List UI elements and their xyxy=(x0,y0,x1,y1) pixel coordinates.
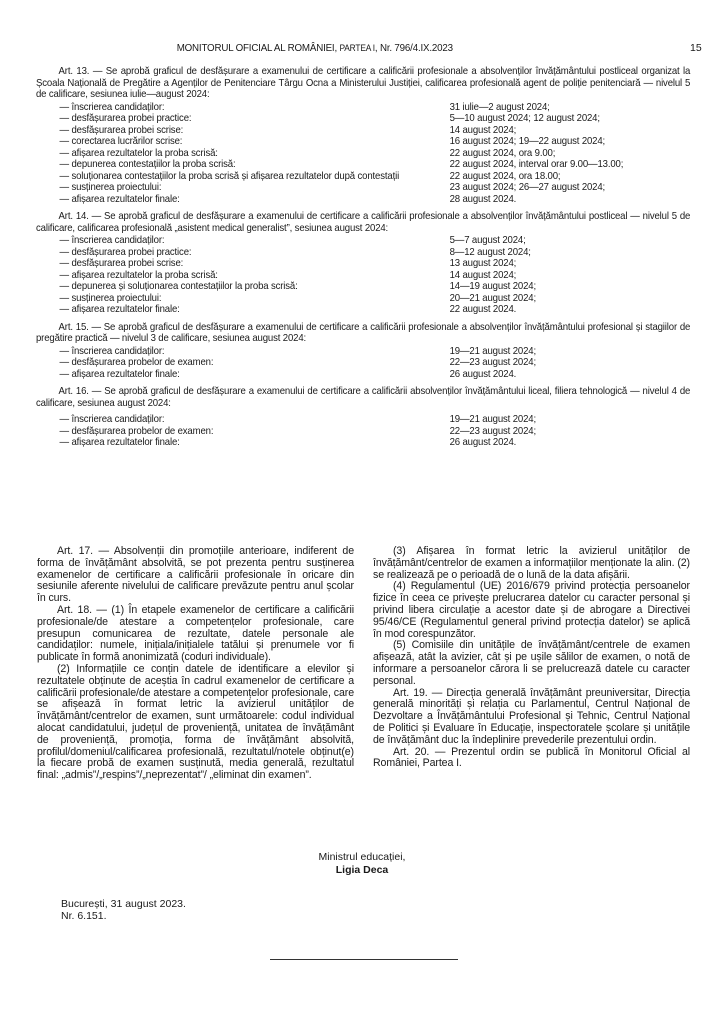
article-18-para-2: (2) Informațiile ce conțin datele de identificare a elevilor și rezultatele obținute de aceștia în cadrul examenelor de certificare a calificării profesionale/de atestare a competențelor profesionale, care se afișează în format letric la avizierul unităților de învățământ/centrelor de examen, sunt următoarele: codul individual alocat candidatului, județul de proveniență, unitatea de învățământ de proveniență, promoția, forma de învățământ absolvită, profilul/domeniul/calificarea profesională, rezultatul/notele obținut(e) la fiecare probă de examen susținută, media generală, rezultatul final: „admis”/„respins”/„neprezentat”/ „eliminat din examen”. xyxy=(37,662,354,782)
article-16 xyxy=(36,386,690,449)
article-13 xyxy=(36,66,690,205)
article-17: Art. 17. — Absolvenții din promoțiile anterioare, indiferent de forma de învățământ absolvită, se pot prezenta pentru susținerea examenelor de certificare a calificării profesionale în oricare din sesiunile aferente nivelului de calificare prevăzute pentru anul școlar în curs. xyxy=(37,545,354,605)
schedule-value: 23 august 2024; 26—27 august 2024; xyxy=(449,182,606,193)
schedule-list xyxy=(36,235,690,316)
article-20: Art. 20. — Prezentul ordin se publică în Monitorul Oficial al României, Partea I. xyxy=(373,745,690,770)
article-18-para-3: (3) Afișarea în format letric la avizierul unităților de învățământ/centrelor de examen a informațiilor menționate la alin. (2) se realizează pe o perioadă de o lună de la data afișării. xyxy=(373,545,690,581)
schedule-label: — desfășurarea probelor de examen: xyxy=(59,425,214,437)
schedule-value: 22 august 2024. xyxy=(449,304,517,315)
schedule-value: 19—21 august 2024; xyxy=(449,414,536,425)
article-15 xyxy=(36,322,690,381)
article-intro: Art. 15. — Se aprobă graficul de desfășurare a examenului de certificare a calificării profesionale a absolvenților învățământului profesional și stagiilor de pregătire practică — nivelul 3 de calificare, sesiunea august 2024: xyxy=(36,321,691,344)
schedule-row xyxy=(36,102,690,114)
schedule-list xyxy=(36,346,690,381)
schedule-label: — înscrierea candidaților: xyxy=(59,414,165,425)
schedule-label: — desfășurarea probei practice: xyxy=(59,246,192,258)
schedule-row xyxy=(36,247,690,259)
schedule-label: — afișarea rezultatelor finale: xyxy=(59,193,180,205)
schedule-value: 14 august 2024; xyxy=(449,124,517,136)
schedule-value: 22 august 2024, ora 9.00; xyxy=(449,147,556,159)
title-part: PARTEA I xyxy=(339,43,375,53)
schedule-label: — corectarea lucrărilor scrise: xyxy=(59,136,183,147)
schedule-label: — desfășurarea probei scrise: xyxy=(59,124,184,136)
schedule-row xyxy=(36,258,690,270)
schedule-row xyxy=(36,159,690,171)
schedule-value: 16 august 2024; 19—22 august 2024; xyxy=(449,136,606,147)
schedule-row xyxy=(36,414,690,426)
left-column xyxy=(37,546,354,782)
schedule-row xyxy=(36,113,690,125)
schedule-row xyxy=(36,171,690,183)
schedule-row xyxy=(36,182,690,194)
schedule-row xyxy=(36,235,690,247)
schedule-label: — afișarea rezultatelor la proba scrisă: xyxy=(59,269,218,281)
schedule-label: — afișarea rezultatelor finale: xyxy=(59,304,180,315)
schedule-row xyxy=(36,304,690,316)
schedule-value: 13 august 2024; xyxy=(449,258,517,269)
schedule-value: 8—12 august 2024; xyxy=(449,246,531,258)
signature-block xyxy=(0,851,724,877)
article-18-para-4: (4) Regulamentul (UE) 2016/679 privind protecția persoanelor fizice în ceea ce privește prelucrarea datelor cu caracter personal și privind libera circulație a acestor date și de abrogare a Directivei 95/46/CE (Regulamentul general privind protecția datelor) se aplică în mod corespunzător. xyxy=(373,580,690,640)
schedule-list xyxy=(36,102,690,206)
article-18-para-1: Art. 18. — (1) În etapele examenelor de certificare a calificării profesionale/de atestare a competențelor profesionale, care presupun comunicarea de rezultate, datele personale ale candidaților: numele, inițiala/inițialele tatălui și prenumele vor fi publicate în formă anonimizată (coduri individuale). xyxy=(37,603,354,664)
two-column-section xyxy=(37,546,690,782)
schedule-row xyxy=(36,281,690,293)
schedule-value: 22 august 2024, ora 18.00; xyxy=(449,170,561,182)
schedule-list xyxy=(36,414,690,449)
schedule-value: 14 august 2024; xyxy=(449,269,517,281)
schedule-label: — afișarea rezultatelor la proba scrisă: xyxy=(59,147,218,159)
schedule-row xyxy=(36,346,690,358)
schedule-label: — înscrierea candidaților: xyxy=(59,345,165,357)
schedule-label: — soluționarea contestațiilor la proba scrisă și afișarea rezultatelor după contestații xyxy=(59,170,400,182)
schedule-label: — depunerea contestațiilor la proba scrisă: xyxy=(59,159,236,170)
schedule-value: 22—23 august 2024; xyxy=(449,357,536,368)
schedule-value: 20—21 august 2024; xyxy=(449,292,536,304)
schedule-label: — afișarea rezultatelor finale: xyxy=(59,437,180,448)
schedule-value: 31 iulie—2 august 2024; xyxy=(449,101,550,113)
minister-name: Ligia Deca xyxy=(335,864,389,876)
schedule-value: 22—23 august 2024; xyxy=(449,425,536,437)
schedule-label: — desfășurarea probei scrise: xyxy=(59,258,184,269)
schedule-row xyxy=(36,293,690,305)
title-main: MONITORUL OFICIAL AL ROMÂNIEI, xyxy=(176,42,340,54)
article-19: Art. 19. — Direcția generală învățământ preuniversitar, Direcția generală minorități și relația cu Parlamentul, Centrul Național de Dezvoltare a Învățământului Profesional și Tehnic, Centrul Național de Politici și Evaluare în Educație, inspectoratele școlare și unitățile de învățământ duc la îndeplinire prevederile prezentului ordin. xyxy=(373,686,690,746)
title-issue: , Nr. 796/4.IX.2023 xyxy=(374,42,453,54)
schedule-row xyxy=(36,426,690,438)
section-divider xyxy=(270,959,458,960)
schedule-value: 22 august 2024, interval orar 9.00—13.00; xyxy=(449,159,624,170)
schedule-label: — înscrierea candidaților: xyxy=(59,235,165,246)
place-date-block xyxy=(61,898,186,922)
article-14 xyxy=(36,211,690,316)
schedule-value: 28 august 2024. xyxy=(449,193,517,205)
article-intro: Art. 14. — Se aprobă graficul de desfășurare a examenului de certificare a calificării profesionale a absolvenților învățământului postliceal — nivelul 5 de calificare, calificarea profesională „asistent medical generalist”, sesiunea august 2024: xyxy=(36,211,691,234)
schedule-row xyxy=(36,357,690,369)
publication-title xyxy=(177,42,453,54)
schedule-row xyxy=(36,270,690,282)
place-date: București, 31 august 2023. xyxy=(61,898,186,910)
schedule-value: 26 august 2024. xyxy=(449,368,517,380)
right-column xyxy=(373,546,690,782)
schedule-value: 14—19 august 2024; xyxy=(449,281,536,292)
order-number: Nr. 6.151. xyxy=(61,910,107,922)
schedule-row xyxy=(36,437,690,449)
schedule-value: 5—10 august 2024; 12 august 2024; xyxy=(449,113,600,124)
page-header xyxy=(0,42,673,56)
schedule-label: — înscrierea candidaților: xyxy=(59,101,165,113)
schedule-row xyxy=(36,194,690,206)
schedule-value: 26 august 2024. xyxy=(449,437,517,448)
schedule-label: — afișarea rezultatelor finale: xyxy=(59,368,180,380)
schedule-label: — desfășurarea probei practice: xyxy=(59,113,192,124)
schedule-row xyxy=(36,148,690,160)
minister-title: Ministrul educației, xyxy=(318,851,406,863)
articles-section xyxy=(36,66,690,455)
article-intro: Art. 16. — Se aprobă graficul de desfășurare a examenului de certificare a calificării absolvenților învățământului liceal, filiera tehnologică — nivelul 4 de calificare, sesiunea august 2024: xyxy=(36,386,691,409)
schedule-label: — desfășurarea probelor de examen: xyxy=(59,357,214,368)
schedule-value: 5—7 august 2024; xyxy=(449,235,526,246)
schedule-label: — susținerea proiectului: xyxy=(59,182,162,193)
article-intro: Art. 13. — Se aprobă graficul de desfășurare a examenului de certificare a calificării profesionale a absolvenților învățământului postliceal organizat la Școala Națională de Pregătire a Agenților de Penitenciare Târgu Ocna a Ministerului Justiției, calificarea profesională agent de poliție penitenciară — nivelul 5 de calificare, sesiunea iulie—august 2024: xyxy=(36,66,691,100)
schedule-row xyxy=(36,125,690,137)
schedule-label: — depunerea și soluționarea contestațiilor la proba scrisă: xyxy=(59,281,298,292)
schedule-label: — susținerea proiectului: xyxy=(59,292,162,304)
schedule-row xyxy=(36,136,690,148)
page-number: 15 xyxy=(690,42,702,54)
schedule-row xyxy=(36,369,690,381)
article-18-para-5: (5) Comisiile din unitățile de învățământ/centrele de examen afișează, atât la avizier, cât și pe ușile sălilor de examen, o notă de informare a persoanelor cărora li se prelucrează datele cu caracter personal. xyxy=(373,639,690,687)
schedule-value: 19—21 august 2024; xyxy=(449,345,536,357)
